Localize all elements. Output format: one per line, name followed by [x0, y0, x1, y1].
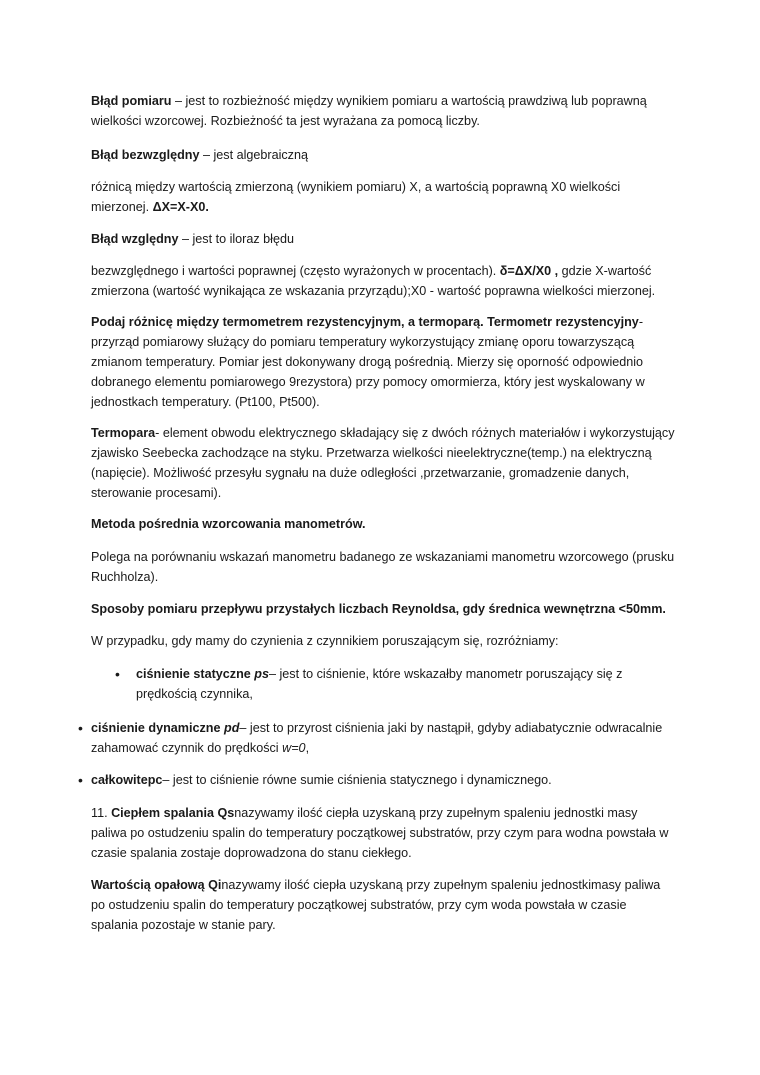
bullet-icon: •	[115, 666, 120, 682]
definition-text: – jest to przyrost ciśnienia jaki by nastąpił, gdyby adiabatycznie odwracalnie zahamować czynnik do prędkości	[91, 721, 663, 755]
list-item-cisnienie-statyczne	[136, 664, 656, 704]
paragraph-w-przypadku	[91, 631, 675, 651]
paragraph-wartosc-opalowa	[91, 875, 675, 935]
question-termometr: Podaj różnicę między termometrem rezystencyjnym, a termoparą.	[91, 315, 484, 329]
term-termometr-rezystencyjny: Termometr rezystencyjny	[483, 315, 639, 329]
bullet-icon: •	[78, 772, 83, 788]
bullet-icon: •	[78, 720, 83, 736]
definition-text: nazywamy ilość ciepła uzyskaną przy zupełnym spaleniu jednostkimasy paliwa po ostudzeniu spalin do temperatury początkowej substratów, przy cym woda powstała w czasie spalania pozostaje w stanie pary.	[91, 878, 661, 932]
symbol-ps: ps	[254, 667, 269, 681]
term-cieplo-spalania: Ciepłem spalania Qs	[111, 806, 235, 820]
paragraph-bezwzglednego	[91, 261, 675, 301]
term-blad-pomiaru: Błąd pomiaru	[91, 94, 172, 108]
definition-text: – jest to iloraz błędu	[178, 232, 294, 246]
definition-text: ,	[305, 741, 310, 755]
definition-text: gdzie X-wartość zmierzona (wartość wynikająca ze wskazania przyrządu);X0 - wartość poprawna wielkości mierzonej.	[91, 264, 656, 298]
definition-text: nazywamy ilość ciepła uzyskaną przy zupełnym spaleniu jednostki masy paliwa po ostudzeniu spalin do temperatury początkowej substratów, przy czym para wodna powstała w czasie spalania zostaje doprowadzona do stanu ciekłego.	[91, 806, 669, 860]
paragraph-blad-pomiaru	[91, 91, 675, 131]
definition-text: - przyrząd pomiarowy służący do pomiaru temperatury wykorzystujący zmianę oporu towarzyszącą zmianom temperatury. Pomiar jest dokonywany drogą pośrednią. Mierzy się oporność odpowiednio dobranego elementu pomiarowego 9rezystora) przy pomocy omormierza, który jest wyskalowany w jednostkach temperatury. (Pt100, Pt500).	[91, 315, 645, 409]
term-cisnienie-statyczne: ciśnienie statyczne	[136, 667, 255, 681]
definition-text: – jest to ciśnienie równe sumie ciśnienia statycznego i dynamicznego.	[162, 773, 552, 787]
paragraph-termopara	[91, 423, 675, 503]
paragraph-cieplo-spalania	[91, 803, 675, 863]
paragraph-termometr	[91, 312, 675, 412]
term-blad-bezwzgledny: Błąd bezwzględny	[91, 148, 200, 162]
paragraph-polega	[91, 547, 675, 587]
paragraph-roznica	[91, 177, 675, 217]
definition-text: – jest algebraiczną	[199, 148, 308, 162]
definition-text: różnicą między wartością zmierzoną (wynikiem pomiaru) X, a wartością poprawną X0 wielkości mierzonej.	[91, 180, 621, 214]
symbol-pd: pd	[224, 721, 240, 735]
paragraph-blad-wzgledny	[91, 229, 675, 249]
item-number: 11.	[91, 806, 112, 820]
paragraph-blad-bezwzgledny	[91, 145, 675, 165]
formula-delta: δ=ΔX/X0 ,	[499, 264, 559, 278]
definition-text: - element obwodu elektrycznego składający się z dwóch różnych materiałów i wykorzystujący zjawisko Seebecka zachodzące na styku. Przetwarza wielkości nieelektryczne(temp.) na elektryczną (napięcie). Możliwość przesyłu sygnału na duże odległości ,przetwarzanie, gromadzenie danych, sterowanie procesami).	[91, 426, 675, 500]
definition-text: – jest to rozbieżność między wynikiem pomiaru a wartością prawdziwą lub poprawną wielkości wzorcowej. Rozbieżność ta jest wyrażana za pomocą liczby.	[91, 94, 647, 128]
symbol-w0: w=0	[282, 741, 306, 755]
term-termopara: Termopara	[91, 426, 156, 440]
heading-metoda-posrednia	[91, 514, 675, 534]
definition-text: – jest to ciśnienie, które wskazałby manometr poruszający się z prędkością czynnika,	[136, 667, 623, 701]
list-item-cisnienie-dynamiczne	[91, 718, 681, 758]
term-cisnienie-dynamiczne: ciśnienie dynamiczne	[91, 721, 224, 735]
paragraph-text: W przypadku, gdy mamy do czynienia z czynnikiem poruszającym się, rozróżniamy:	[91, 634, 559, 648]
heading-text: Sposoby pomiaru przepływu przystałych liczbach Reynoldsa, gdy średnica wewnętrzna <50mm.	[91, 602, 666, 616]
list-item-calkowite	[91, 770, 681, 790]
formula-delta-x: ΔX=X-X0.	[152, 200, 209, 214]
paragraph-text: Polega na porównaniu wskazań manometru badanego ze wskazaniami manometru wzorcowego (prusku Ruchholza).	[91, 550, 675, 584]
term-wartosc-opalowa: Wartością opałową Qi	[91, 878, 222, 892]
heading-text: Metoda pośrednia wzorcowania manometrów.	[91, 517, 366, 531]
term-blad-wzgledny: Błąd względny	[91, 232, 179, 246]
term-calkowite: całkowitepc	[91, 773, 163, 787]
heading-sposoby-pomiaru	[91, 599, 675, 619]
definition-text: bezwzględnego i wartości poprawnej (często wyrażonych w procentach).	[91, 264, 500, 278]
